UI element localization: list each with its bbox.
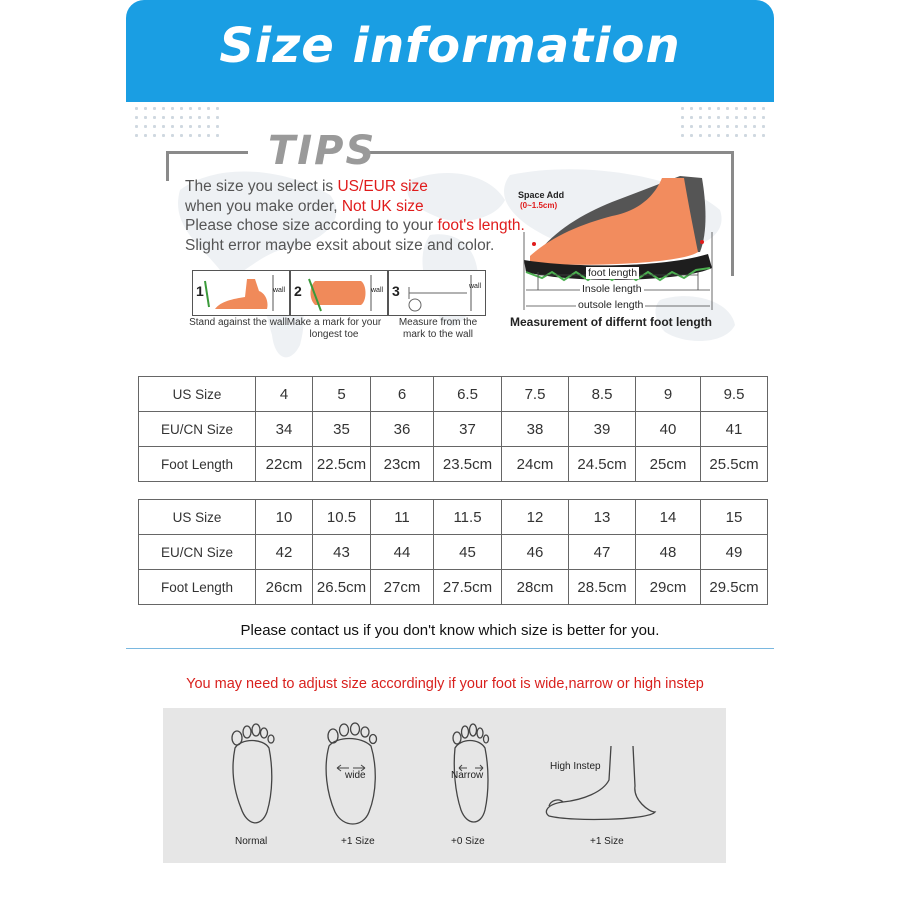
size-cell: 9.5 [701, 377, 768, 412]
size-cell: 10 [256, 500, 313, 535]
size-cell: 28.5cm [569, 570, 636, 605]
row-label: US Size [139, 377, 256, 412]
tips-line-2: when you make order, Not UK size [185, 198, 424, 215]
size-cell: 11.5 [434, 500, 502, 535]
size-row [139, 570, 768, 605]
size-cell: 45 [434, 535, 502, 570]
foot-types-panel [163, 708, 726, 863]
size-cell: 29cm [636, 570, 701, 605]
wide-label: wide [345, 770, 366, 781]
size-cell: 36 [371, 412, 434, 447]
size-cell: 42 [256, 535, 313, 570]
size-cell: 4 [256, 377, 313, 412]
row-label: EU/CN Size [139, 535, 256, 570]
size-row [139, 377, 768, 412]
size-cell: 5 [313, 377, 371, 412]
size-cell: 15 [701, 500, 768, 535]
size-cell: 28cm [502, 570, 569, 605]
size-row [139, 500, 768, 535]
decorative-dots-right [678, 104, 766, 140]
size-cell: 27cm [371, 570, 434, 605]
size-cell: 22cm [256, 447, 313, 482]
high-instep-caption: +1 Size [590, 836, 624, 847]
normal-caption: Normal [235, 836, 268, 847]
tips-rule-left [166, 151, 248, 154]
size-cell: 29.5cm [701, 570, 768, 605]
size-cell: 13 [569, 500, 636, 535]
size-cell: 48 [636, 535, 701, 570]
tips-line-1: The size you select is US/EUR size [185, 178, 428, 195]
page-title: Size information [219, 18, 681, 74]
size-cell: 34 [256, 412, 313, 447]
size-cell: 35 [313, 412, 371, 447]
tips-rule-left-tick [166, 151, 169, 181]
size-cell: 22.5cm [313, 447, 371, 482]
narrow-caption: +0 Size [451, 836, 485, 847]
size-cell: 9 [636, 377, 701, 412]
step-3-caption: Measure from the mark to the wall [398, 317, 478, 340]
decorative-dots-left [132, 104, 220, 140]
size-row [139, 535, 768, 570]
step-1-illustration: 1 wall [192, 270, 290, 316]
adjust-note: You may need to adjust size accordingly if your foot is wide,narrow or high instep [186, 676, 704, 692]
outsole-length-label: outsole length [578, 299, 644, 311]
size-table-1 [138, 376, 768, 482]
row-label: Foot Length [139, 570, 256, 605]
size-row [139, 412, 768, 447]
size-cell: 46 [502, 535, 569, 570]
row-label: Foot Length [139, 447, 256, 482]
size-cell: 47 [569, 535, 636, 570]
tips-rule-right [368, 151, 734, 154]
size-cell: 10.5 [313, 500, 371, 535]
size-cell: 49 [701, 535, 768, 570]
size-cell: 39 [569, 412, 636, 447]
size-cell: 14 [636, 500, 701, 535]
size-cell: 11 [371, 500, 434, 535]
measurement-caption: Measurement of differnt foot length [510, 315, 712, 329]
row-label: US Size [139, 500, 256, 535]
tips-line-4: Slight error maybe exsit about size and color. [185, 237, 495, 254]
tips-line-3: Please chose size according to your foot's length. [185, 217, 525, 234]
size-cell: 6 [371, 377, 434, 412]
step-2-illustration: 2 wall [290, 270, 388, 316]
size-cell: 27.5cm [434, 570, 502, 605]
insole-length-label: Insole length [582, 283, 642, 295]
row-label: EU/CN Size [139, 412, 256, 447]
contact-note: Please contact us if you don't know which size is better for you. [240, 622, 660, 639]
step-3-illustration: 3 wall [388, 270, 486, 316]
size-cell: 8.5 [569, 377, 636, 412]
step-2-caption: Make a mark for your longest toe [286, 317, 382, 340]
space-range-label: (0~1.5cm) [520, 201, 558, 210]
divider [126, 648, 774, 649]
size-cell: 43 [313, 535, 371, 570]
space-add-label: Space Add [518, 190, 565, 200]
size-cell: 24.5cm [569, 447, 636, 482]
high-instep-label: High Instep [550, 761, 601, 772]
size-cell: 6.5 [434, 377, 502, 412]
size-cell: 25cm [636, 447, 701, 482]
foot-length-label: foot length [588, 267, 638, 279]
ruler-icon [389, 271, 485, 315]
size-cell: 24cm [502, 447, 569, 482]
header-banner [126, 0, 774, 102]
step-1-caption: Stand against the wall [189, 317, 287, 328]
size-row [139, 447, 768, 482]
size-cell: 25.5cm [701, 447, 768, 482]
size-cell: 40 [636, 412, 701, 447]
size-cell: 7.5 [502, 377, 569, 412]
size-cell: 12 [502, 500, 569, 535]
size-cell: 37 [434, 412, 502, 447]
size-cell: 41 [701, 412, 768, 447]
size-cell: 26cm [256, 570, 313, 605]
narrow-label: Narrow [451, 770, 484, 781]
size-cell: 23cm [371, 447, 434, 482]
size-cell: 23.5cm [434, 447, 502, 482]
size-cell: 26.5cm [313, 570, 371, 605]
wide-caption: +1 Size [341, 836, 375, 847]
size-cell: 38 [502, 412, 569, 447]
size-cell: 44 [371, 535, 434, 570]
size-table-2 [138, 499, 768, 605]
tips-heading: TIPS [268, 128, 377, 174]
